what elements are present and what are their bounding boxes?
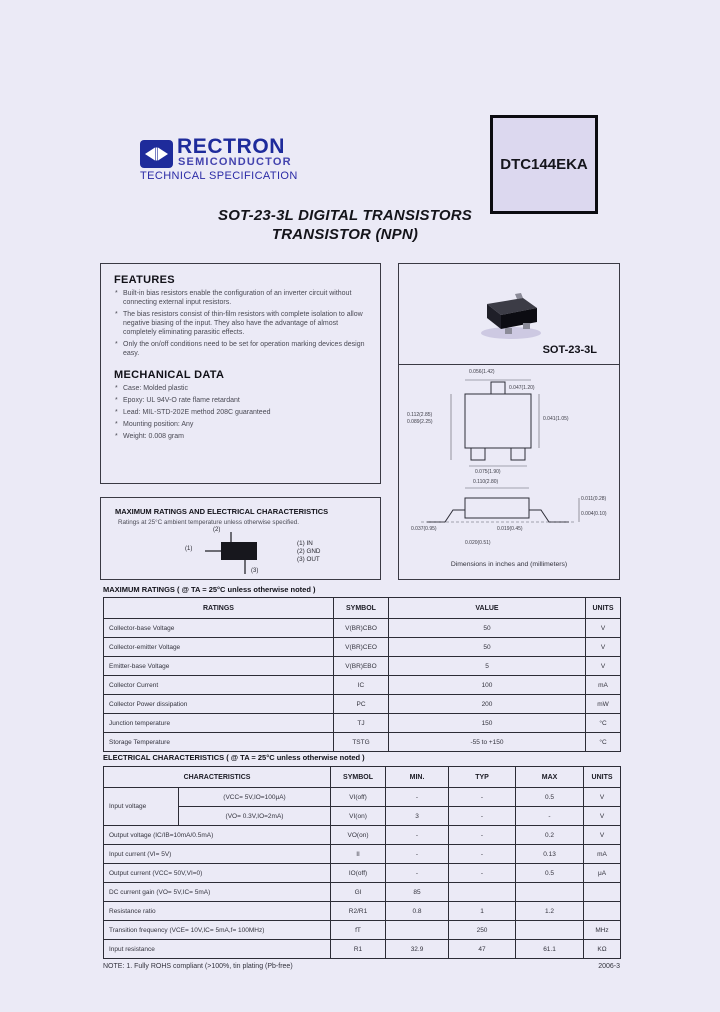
rating-symbol: V(BR)CEO — [334, 638, 389, 657]
char-units: V — [584, 826, 621, 845]
table-row — [104, 714, 621, 733]
ratings-box-note: Ratings at 25°C ambient temperature unless otherwise specified. — [118, 519, 300, 526]
char-min: - — [386, 788, 449, 807]
char-typ: 47 — [449, 940, 516, 959]
dim-label: 0.011(0.28) — [581, 496, 607, 502]
char-min: 0.8 — [386, 902, 449, 921]
dim-label: 0.004(0.10) — [581, 511, 607, 517]
char-max: 0.13 — [516, 845, 584, 864]
pin-legend — [297, 540, 320, 564]
char-min: - — [386, 864, 449, 883]
char-symbol: R1 — [331, 940, 386, 959]
col-units: UNITS — [586, 598, 621, 619]
char-units: MHz — [584, 921, 621, 940]
table-row — [104, 733, 621, 752]
circuit-schematic — [197, 528, 297, 583]
max-ratings-table — [103, 597, 621, 752]
char-symbol: fT — [331, 921, 386, 940]
table-row — [104, 695, 621, 714]
ratings-note-box — [100, 497, 381, 580]
char-max: 0.2 — [516, 826, 584, 845]
dim-label: 0.037(0.95) — [411, 526, 437, 532]
rating-value: 100 — [389, 676, 586, 695]
characteristic-group-label: Input voltage — [104, 788, 179, 826]
char-units: μA — [584, 864, 621, 883]
rating-units: V — [586, 638, 621, 657]
col-min: MIN. — [386, 767, 449, 788]
char-typ: - — [449, 864, 516, 883]
rating-units: V — [586, 619, 621, 638]
doc-title — [165, 206, 525, 244]
table-row — [104, 657, 621, 676]
features-heading: FEATURES — [114, 274, 175, 286]
rating-name: Collector Current — [104, 676, 334, 695]
part-number: DTC144EKA — [500, 156, 588, 173]
brand-tagline: TECHNICAL SPECIFICATION — [140, 170, 298, 182]
dim-label: 0.075(1.90) — [475, 469, 501, 475]
rating-value: 50 — [389, 638, 586, 657]
char-typ: - — [449, 826, 516, 845]
characteristic-condition: (VCC= 5V,IO=100μA) — [179, 788, 331, 807]
rating-symbol: TJ — [334, 714, 389, 733]
table-row — [104, 619, 621, 638]
table-row — [104, 826, 621, 845]
feature-item: * The bias resistors consist of thin-film resistors with complete isolation to allow negative biasing of the input. They also have the advantage of almost completely eliminating parasitic effects. — [114, 310, 368, 337]
pin-legend-item: (1) IN — [297, 540, 313, 547]
table-row — [104, 902, 621, 921]
rating-units: mW — [586, 695, 621, 714]
dim-label: 0.112(2.85) — [407, 412, 433, 418]
rating-value: 5 — [389, 657, 586, 676]
rating-units: °C — [586, 733, 621, 752]
char-max — [516, 921, 584, 940]
char-symbol: VI(off) — [331, 788, 386, 807]
table-header-row — [104, 598, 621, 619]
table-row — [104, 788, 621, 807]
part-number-box — [490, 115, 598, 214]
package-name: SOT-23-3L — [542, 344, 597, 356]
table-header-row — [104, 767, 621, 788]
char-max: 0.5 — [516, 864, 584, 883]
char-typ — [449, 883, 516, 902]
char-symbol: VO(on) — [331, 826, 386, 845]
char-min — [386, 921, 449, 940]
dimensions-note: Dimensions in inches and (millimeters) — [450, 561, 568, 568]
char-typ: - — [449, 807, 516, 826]
characteristic-name: Output current (VCC= 50V,VI=0) — [104, 864, 331, 883]
table-row — [104, 807, 621, 826]
char-max: - — [516, 807, 584, 826]
rating-name: Emitter-base Voltage — [104, 657, 334, 676]
mechanical-item: * Weight: 0.008 gram — [114, 432, 368, 441]
features-box — [100, 263, 381, 484]
characteristic-name: Resistance ratio — [104, 902, 331, 921]
col-value: VALUE — [389, 598, 586, 619]
char-symbol: R2/R1 — [331, 902, 386, 921]
col-symbol: SYMBOL — [331, 767, 386, 788]
char-symbol: IO(off) — [331, 864, 386, 883]
package-dimension-drawing — [407, 368, 613, 554]
col-typ: TYP — [449, 767, 516, 788]
dim-label: 0.089(2.25) — [407, 419, 433, 425]
table-row — [104, 883, 621, 902]
characteristic-name: Output voltage (IC/IB=10mA/0.5mA) — [104, 826, 331, 845]
footer-note: NOTE: 1. Fully ROHS compliant (>100%, tin plating (Pb-free) — [103, 963, 293, 970]
col-characteristics: CHARACTERISTICS — [104, 767, 331, 788]
table-row — [104, 676, 621, 695]
char-units: KΩ — [584, 940, 621, 959]
rating-symbol: PC — [334, 695, 389, 714]
char-symbol: VI(on) — [331, 807, 386, 826]
table-row — [104, 638, 621, 657]
table-row — [104, 845, 621, 864]
pin-mark-2: (2) — [213, 527, 221, 533]
brand-subtitle: SEMICONDUCTOR — [178, 156, 292, 168]
rating-value: 200 — [389, 695, 586, 714]
char-typ: - — [449, 845, 516, 864]
rating-name: Collector Power dissipation — [104, 695, 334, 714]
table-row — [104, 921, 621, 940]
char-units: V — [584, 788, 621, 807]
char-max — [516, 883, 584, 902]
package-3d-illustration — [471, 286, 547, 347]
rating-value: 50 — [389, 619, 586, 638]
char-min: 32.9 — [386, 940, 449, 959]
rating-symbol: V(BR)CBO — [334, 619, 389, 638]
col-symbol: SYMBOL — [334, 598, 389, 619]
char-max: 1.2 — [516, 902, 584, 921]
characteristic-name: DC current gain (VO= 5V,IC= 5mA) — [104, 883, 331, 902]
rating-name: Storage Temperature — [104, 733, 334, 752]
characteristic-name: Input current (VI= 5V) — [104, 845, 331, 864]
rating-units: V — [586, 657, 621, 676]
rating-name: Junction temperature — [104, 714, 334, 733]
char-units — [584, 902, 621, 921]
pin-mark-3: (3) — [251, 568, 259, 574]
char-min: 85 — [386, 883, 449, 902]
electrical-heading: ELECTRICAL CHARACTERISTICS ( @ TA = 25°C unless otherwise noted ) — [103, 753, 365, 762]
dim-label: 0.019(0.45) — [497, 526, 523, 532]
dim-label: 0.020(0.51) — [465, 540, 491, 546]
characteristic-name: Input resistance — [104, 940, 331, 959]
dim-label: 0.047(1.20) — [509, 385, 535, 391]
char-typ: 1 — [449, 902, 516, 921]
mechanical-item: * Mounting position: Any — [114, 420, 368, 429]
rating-value: -55 to +150 — [389, 733, 586, 752]
col-units: UNITS — [584, 767, 621, 788]
char-symbol: GI — [331, 883, 386, 902]
mechanical-heading: MECHANICAL DATA — [114, 369, 225, 381]
rating-units: °C — [586, 714, 621, 733]
pin-legend-item: (3) OUT — [297, 556, 320, 563]
dim-label: 0.041(1.05) — [543, 416, 569, 422]
char-min: 3 — [386, 807, 449, 826]
rating-symbol: V(BR)EBO — [334, 657, 389, 676]
rating-value: 150 — [389, 714, 586, 733]
table-row — [104, 864, 621, 883]
char-units: V — [584, 807, 621, 826]
dim-label: 0.110(2.80) — [473, 479, 499, 485]
pin-legend-item: (2) GND — [297, 548, 321, 555]
char-units: mA — [584, 845, 621, 864]
char-typ: 250 — [449, 921, 516, 940]
doc-title-line2: TRANSISTOR (NPN) — [271, 226, 419, 243]
max-ratings-heading: MAXIMUM RATINGS ( @ TA = 25°C unless otherwise noted ) — [103, 585, 316, 594]
char-units — [584, 883, 621, 902]
doc-title-line1: SOT-23-3L DIGITAL TRANSISTORS — [218, 207, 472, 224]
electrical-table — [103, 766, 621, 959]
char-min: - — [386, 826, 449, 845]
footer-date: 2006-3 — [598, 963, 620, 970]
characteristic-condition: (VO= 0.3V,IO=2mA) — [179, 807, 331, 826]
pin-mark-1: (1) — [185, 546, 193, 552]
ratings-box-heading: MAXIMUM RATINGS AND ELECTRICAL CHARACTERISTICS — [115, 507, 329, 516]
package-box — [398, 263, 620, 580]
table-row — [104, 940, 621, 959]
col-max: MAX — [516, 767, 584, 788]
rating-name: Collector-emitter Voltage — [104, 638, 334, 657]
char-min: - — [386, 845, 449, 864]
brand-name: RECTRON — [177, 135, 286, 158]
characteristic-name: Transition frequency (VCE= 10V,IC= 5mA,f= 100MHz) — [104, 921, 331, 940]
mechanical-item: * Lead: MIL-STD-202E method 208C guaranteed — [114, 408, 368, 417]
char-max: 61.1 — [516, 940, 584, 959]
feature-item: * Built-in bias resistors enable the configuration of an inverter circuit without connecting external input resistors. — [114, 289, 368, 307]
rating-units: mA — [586, 676, 621, 695]
rating-symbol: TSTG — [334, 733, 389, 752]
mechanical-item: * Epoxy: UL 94V-O rate flame retardant — [114, 396, 368, 405]
rating-symbol: IC — [334, 676, 389, 695]
divider — [399, 364, 619, 365]
col-ratings: RATINGS — [104, 598, 334, 619]
char-symbol: II — [331, 845, 386, 864]
rectron-logo-icon — [140, 139, 174, 169]
char-max: 0.5 — [516, 788, 584, 807]
rating-name: Collector-base Voltage — [104, 619, 334, 638]
dim-label: 0.056(1.42) — [469, 369, 495, 375]
char-typ: - — [449, 788, 516, 807]
mechanical-item: * Case: Molded plastic — [114, 384, 368, 393]
feature-item: * Only the on/off conditions need to be set for operation marking devices design easy. — [114, 340, 368, 358]
